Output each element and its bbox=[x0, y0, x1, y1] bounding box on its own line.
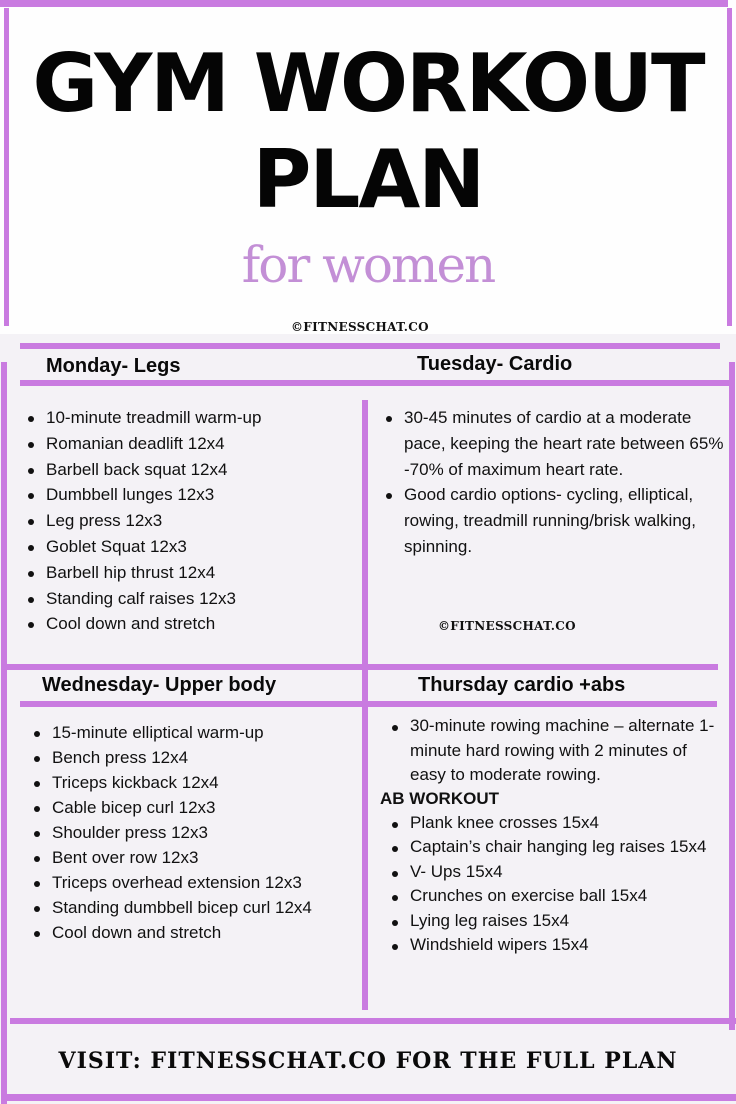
list-item: 30-45 minutes of cardio at a moderate pace, keeping the heart rate between 65% -70% of maximum heart rate. bbox=[384, 405, 724, 482]
list-item: Dumbbell lunges 12x3 bbox=[26, 482, 356, 508]
thursday-cardio-list bbox=[390, 714, 720, 788]
list-item: 30-minute rowing machine – alternate 1-minute hard rowing with 2 minutes of easy to moderate rowing. bbox=[390, 714, 720, 788]
footer-bottom-border bbox=[6, 1094, 736, 1101]
list-item: V- Ups 15x4 bbox=[390, 860, 730, 884]
footer-visit-link[interactable]: VISIT: FITNESSCHAT.CO FOR THE FULL PLAN bbox=[58, 1048, 678, 1074]
heading-row1-bottom-border bbox=[20, 380, 730, 386]
list-item: Leg press 12x3 bbox=[26, 508, 356, 534]
list-item: 15-minute elliptical warm-up bbox=[32, 720, 362, 745]
monday-heading: Monday- Legs bbox=[46, 355, 181, 377]
list-item: Good cardio options- cycling, elliptical, rowing, treadmill running/brisk walking, spinning. bbox=[384, 482, 724, 559]
list-item: Lying leg raises 15x4 bbox=[390, 909, 730, 933]
list-item: Shoulder press 12x3 bbox=[32, 820, 362, 845]
list-item: Goblet Squat 12x3 bbox=[26, 534, 356, 560]
heading-row2-top-border bbox=[5, 664, 718, 670]
list-item: Standing dumbbell bicep curl 12x4 bbox=[32, 895, 362, 920]
list-item: Crunches on exercise ball 15x4 bbox=[390, 884, 730, 908]
list-item: Plank knee crosses 15x4 bbox=[390, 811, 730, 835]
footer-top-border bbox=[10, 1018, 736, 1024]
wednesday-heading: Wednesday- Upper body bbox=[42, 674, 277, 696]
ab-workout-list bbox=[390, 811, 730, 957]
list-item: Bench press 12x4 bbox=[32, 745, 362, 770]
subtitle: for women bbox=[241, 236, 495, 294]
ab-workout-heading: AB WORKOUT bbox=[380, 789, 499, 808]
list-item: Triceps kickback 12x4 bbox=[32, 770, 362, 795]
title-line-2: PLAN bbox=[252, 133, 484, 226]
tuesday-heading: Tuesday- Cardio bbox=[417, 353, 573, 375]
list-item: Barbell hip thrust 12x4 bbox=[26, 560, 356, 586]
list-item: Romanian deadlift 12x4 bbox=[26, 431, 356, 457]
list-item: Standing calf raises 12x3 bbox=[26, 586, 356, 612]
heading-row2-bottom-border bbox=[20, 701, 717, 707]
list-item: Cable bicep curl 12x3 bbox=[32, 795, 362, 820]
thursday-heading: Thursday cardio +abs bbox=[418, 674, 626, 696]
wednesday-list bbox=[32, 720, 362, 945]
tuesday-copyright: ©FITNESSCHAT.CO bbox=[438, 619, 576, 633]
tuesday-list bbox=[384, 405, 724, 560]
list-item: Barbell back squat 12x4 bbox=[26, 457, 356, 483]
header-panel bbox=[0, 0, 736, 334]
heading-row1-top-border bbox=[20, 343, 720, 349]
outer-left-border bbox=[1, 362, 7, 1104]
title-line-1: GYM WORKOUT bbox=[32, 37, 704, 130]
list-item: Bent over row 12x3 bbox=[32, 845, 362, 870]
list-item: Triceps overhead extension 12x3 bbox=[32, 870, 362, 895]
list-item: Cool down and stretch bbox=[32, 920, 362, 945]
header-copyright: ©FITNESSCHAT.CO bbox=[291, 320, 429, 334]
monday-list bbox=[26, 405, 356, 637]
list-item: Captain’s chair hanging leg raises 15x4 bbox=[390, 835, 730, 859]
list-item: 10-minute treadmill warm-up bbox=[26, 405, 356, 431]
header-top-border bbox=[0, 0, 728, 7]
list-item: Windshield wipers 15x4 bbox=[390, 933, 730, 957]
list-item: Cool down and stretch bbox=[26, 611, 356, 637]
